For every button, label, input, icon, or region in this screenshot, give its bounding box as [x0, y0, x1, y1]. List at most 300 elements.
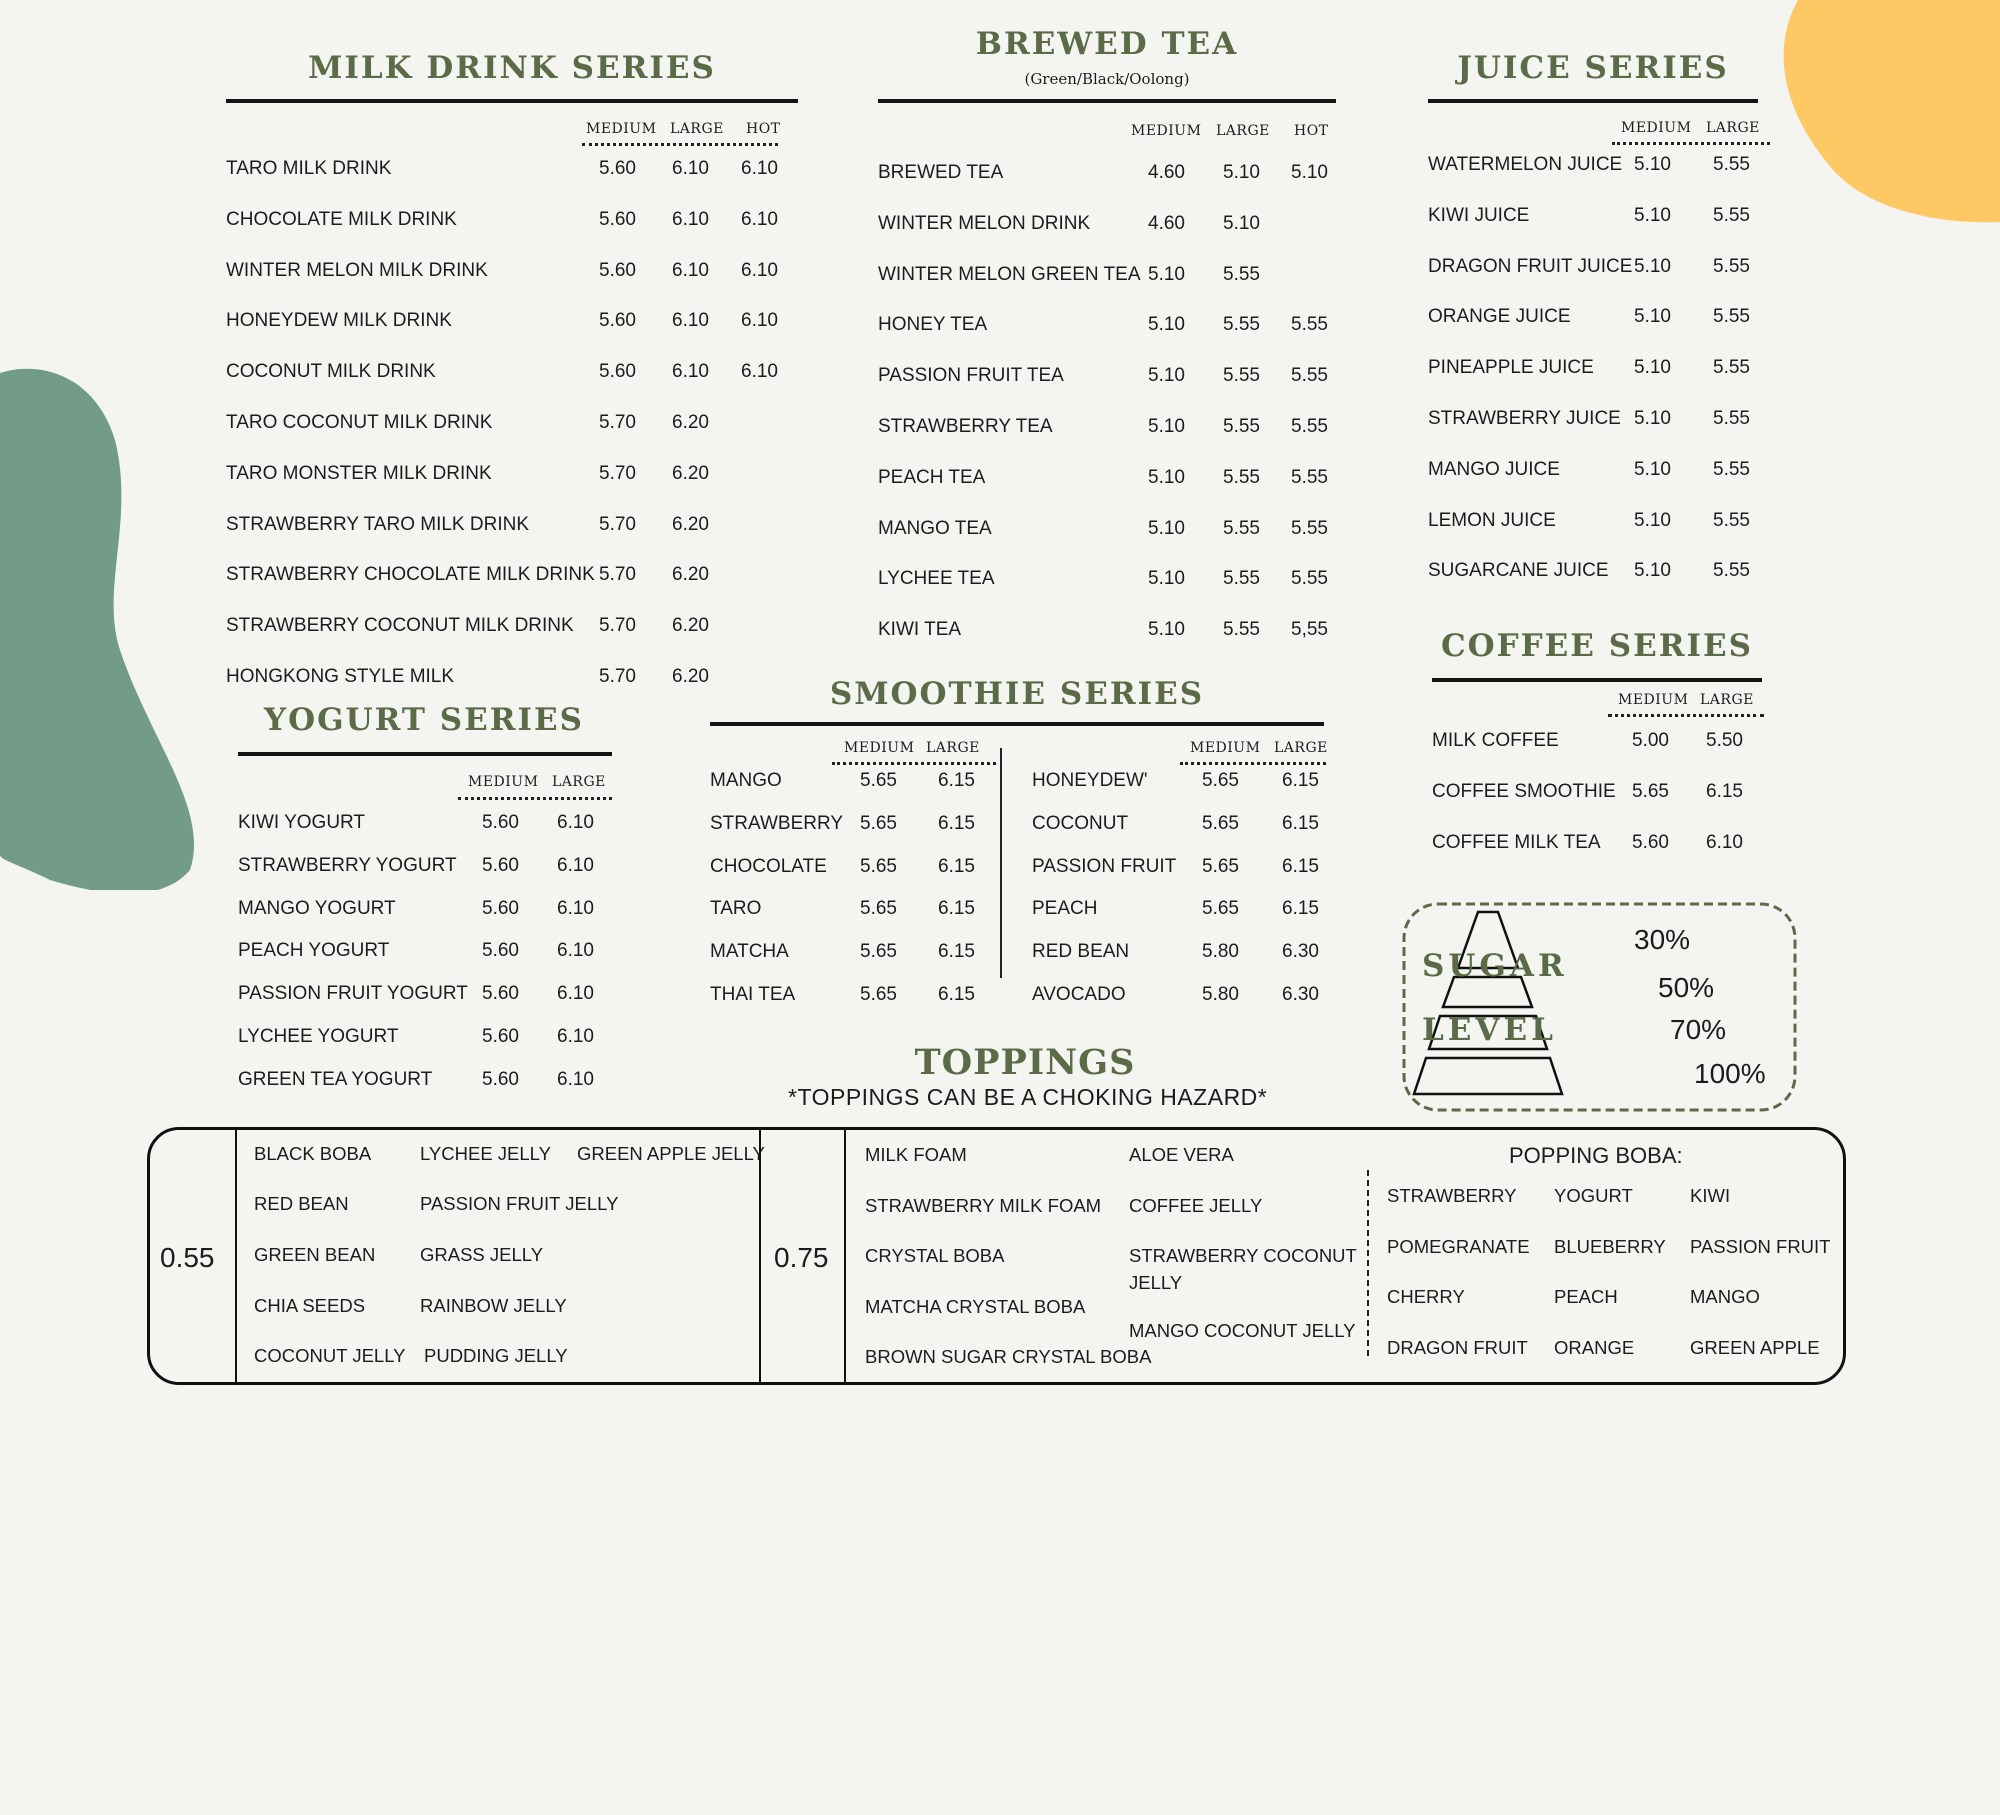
item-name: PINEAPPLE JUICE: [1428, 357, 1594, 379]
header-large-right: LARGE: [1274, 740, 1328, 756]
item-price: 5.10: [1148, 365, 1185, 387]
item-price: 5.10: [1223, 212, 1260, 234]
menu-item-row: [1428, 408, 1768, 438]
item-price: 5.60: [482, 1026, 519, 1047]
item-price: 6.10: [557, 812, 594, 833]
item-price: 4.60: [1148, 212, 1185, 234]
item-price: 5.55: [1713, 154, 1750, 175]
section-title: SMOOTHIE SERIES: [829, 676, 1205, 712]
menu-item-row: [1032, 984, 1332, 1014]
item-price: 5.60: [1632, 831, 1669, 853]
item-price: 5.55: [1713, 357, 1750, 379]
item-price: 5.55: [1713, 408, 1750, 429]
item-price: 5.60: [599, 361, 636, 383]
item-price: 5.65: [1202, 812, 1239, 834]
item-name: WINTER MELON MILK DRINK: [226, 259, 488, 281]
item-name: COFFEE SMOOTHIE: [1432, 780, 1616, 802]
item-price: 5.70: [599, 615, 636, 637]
topping-item: PASSION FRUIT JELLY: [420, 1193, 619, 1214]
item-price: 5.65: [860, 941, 897, 963]
item-name: PASSION FRUIT YOGURT: [238, 983, 468, 1005]
section-rule: [1428, 99, 1758, 103]
item-name: PASSION FRUIT: [1032, 855, 1177, 877]
menu-item-row: [1428, 306, 1768, 336]
header-dotted-line: [1612, 142, 1770, 145]
toppings-divider: [844, 1130, 846, 1382]
item-price: 5.65: [860, 812, 897, 834]
item-price: 5.10: [1634, 357, 1671, 379]
item-price: 6.20: [672, 513, 709, 535]
topping-item: RAINBOW JELLY: [420, 1295, 567, 1316]
section-rule: [238, 752, 612, 756]
item-price: 5.80: [1202, 984, 1239, 1005]
topping-item: MANGO COCONUT JELLY: [1129, 1320, 1356, 1341]
item-name: HONGKONG STYLE MILK: [226, 666, 455, 687]
yellow-blob-decoration: [1770, 0, 2000, 230]
toppings-title: TOPPINGS: [914, 1042, 1136, 1083]
item-name: TARO: [710, 898, 762, 920]
item-name: CHOCOLATE MILK DRINK: [226, 208, 457, 230]
topping-price-055: 0.55: [160, 1242, 215, 1273]
menu-item-row: [1432, 730, 1772, 760]
topping-item: PUDDING JELLY: [424, 1345, 568, 1366]
item-price: 5.10: [1634, 560, 1671, 582]
item-price: 5.55: [1713, 560, 1750, 582]
item-name: STRAWBERRY CHOCOLATE MILK DRINK: [226, 564, 595, 586]
item-price: 6.15: [938, 984, 975, 1005]
item-name: KIWI YOGURT: [238, 812, 366, 833]
item-price: 6.10: [741, 361, 778, 383]
topping-item: CRYSTAL BOBA: [865, 1245, 1005, 1266]
item-price: 5.55: [1223, 466, 1260, 488]
item-name: TARO MONSTER MILK DRINK: [226, 462, 492, 484]
menu-item-row: [1432, 781, 1772, 811]
item-price: 5.50: [1706, 730, 1743, 751]
item-name: STRAWBERRY COCONUT MILK DRINK: [226, 615, 574, 637]
item-price: 6.10: [557, 1068, 594, 1090]
topping-item: MATCHA CRYSTAL BOBA: [865, 1296, 1086, 1317]
item-price: 5.60: [482, 897, 519, 919]
item-name: COCONUT MILK DRINK: [226, 361, 436, 383]
item-price: 5.70: [599, 666, 636, 687]
item-price: 5.55: [1223, 365, 1260, 387]
item-name: STRAWBERRY YOGURT: [238, 854, 457, 876]
item-price: 6.15: [938, 898, 975, 920]
brewed-tea-section: [878, 26, 1336, 656]
header-large: LARGE: [1706, 120, 1760, 136]
item-price: 5.55: [1223, 619, 1260, 641]
menu-item-row: [1428, 560, 1768, 590]
item-price: 5.10: [1634, 204, 1671, 226]
item-name: MATCHA: [710, 941, 789, 963]
menu-item-row: [1428, 459, 1768, 489]
menu-item-row: [1428, 510, 1768, 540]
menu-item-row: [238, 1026, 618, 1056]
item-price: 5.10: [1634, 255, 1671, 277]
menu-item-row: [226, 615, 798, 645]
item-price: 5.65: [1202, 770, 1239, 791]
toppings-warning: *TOPPINGS CAN BE A CHOKING HAZARD*: [788, 1084, 1268, 1110]
item-price: 6.20: [672, 462, 709, 484]
item-price: 5.65: [1202, 898, 1239, 920]
item-name: STRAWBERRY TARO MILK DRINK: [226, 513, 529, 535]
topping-item: JELLY: [1129, 1272, 1183, 1293]
item-price: 5.10: [1148, 263, 1185, 285]
item-price: 5.10: [1148, 416, 1185, 437]
item-name: GREEN TEA YOGURT: [238, 1068, 433, 1090]
header-large: LARGE: [670, 121, 724, 137]
item-name: TARO MILK DRINK: [226, 158, 392, 179]
menu-item-row: [238, 983, 618, 1013]
item-name: PEACH YOGURT: [238, 940, 390, 962]
popping-boba-item: STRAWBERRY: [1387, 1185, 1517, 1206]
item-price: 6.10: [557, 897, 594, 919]
menu-item-row: [710, 984, 1010, 1014]
popping-boba-item: KIWI: [1690, 1185, 1731, 1206]
header-medium: MEDIUM: [1621, 120, 1692, 136]
menu-item-row: [1428, 357, 1768, 387]
item-price: 5.55: [1713, 204, 1750, 226]
header-medium: MEDIUM: [844, 740, 915, 756]
popping-boba-divider: [1367, 1170, 1369, 1356]
popping-boba-item: ORANGE: [1554, 1337, 1635, 1358]
popping-boba-item: BLUEBERRY: [1554, 1236, 1666, 1257]
item-price: 5.00: [1632, 730, 1669, 751]
menu-item-row: [878, 213, 1336, 243]
item-price: 5.65: [1632, 780, 1669, 802]
section-title: JUICE SERIES: [1457, 50, 1729, 86]
menu-item-row: [238, 898, 618, 928]
juice-section: [1428, 50, 1768, 590]
item-price: 5.10: [1148, 568, 1185, 590]
item-price: 5.55: [1223, 517, 1260, 539]
header-medium: MEDIUM: [586, 121, 657, 137]
menu-item-row: [226, 412, 798, 442]
item-price: 5.65: [860, 984, 897, 1005]
menu-item-row: [1032, 813, 1332, 843]
menu-item-row: [226, 361, 798, 391]
item-price: 6.10: [741, 208, 778, 230]
toppings-divider: [759, 1130, 761, 1382]
popping-boba-item: YOGURT: [1554, 1185, 1633, 1206]
header-dotted-line: [1608, 714, 1764, 717]
popping-boba-item: MANGO: [1690, 1286, 1760, 1307]
section-title: COFFEE SERIES: [1440, 628, 1754, 664]
toppings-box: [147, 1127, 1846, 1385]
menu-item-row: [226, 158, 798, 188]
section-title: YOGURT SERIES: [263, 702, 584, 738]
item-name: COFFEE MILK TEA: [1432, 831, 1601, 853]
item-price: 5.55: [1713, 306, 1750, 328]
item-price: 5.10: [1634, 408, 1671, 429]
topping-item: STRAWBERRY MILK FOAM: [865, 1195, 1102, 1216]
menu-item-row: [878, 162, 1336, 192]
item-name: TARO COCONUT MILK DRINK: [226, 412, 493, 433]
toppings-divider: [235, 1130, 237, 1382]
topping-item: BLACK BOBA: [254, 1143, 372, 1164]
item-price: 5,55: [1291, 619, 1328, 641]
menu-item-row: [226, 209, 798, 239]
item-name: PEACH TEA: [878, 466, 986, 488]
topping-item: STRAWBERRY COCONUT: [1129, 1245, 1357, 1266]
menu-item-row: [878, 314, 1336, 344]
section-subtitle: (Green/Black/Oolong): [1024, 70, 1190, 88]
item-price: 6.30: [1282, 941, 1319, 963]
topping-item: GREEN BEAN: [254, 1244, 376, 1265]
smoothie-section: [710, 674, 1330, 1044]
topping-item: CHIA SEEDS: [254, 1295, 366, 1316]
item-price: 6.10: [741, 310, 778, 332]
item-price: 5.10: [1291, 162, 1328, 183]
item-price: 6.20: [672, 564, 709, 586]
item-price: 5.60: [482, 983, 519, 1005]
item-price: 5.65: [860, 898, 897, 920]
item-price: 4.60: [1148, 162, 1185, 183]
item-price: 5.55: [1223, 416, 1260, 437]
item-price: 5.60: [599, 259, 636, 281]
item-price: 6.10: [741, 158, 778, 179]
item-name: LEMON JUICE: [1428, 509, 1556, 531]
item-price: 5.65: [860, 855, 897, 877]
menu-item-row: [226, 310, 798, 340]
item-name: HONEY TEA: [878, 314, 988, 336]
item-name: MANGO TEA: [878, 517, 992, 539]
item-price: 6.15: [1282, 898, 1319, 920]
item-name: STRAWBERRY: [710, 812, 844, 834]
item-name: PASSION FRUIT TEA: [878, 365, 1064, 387]
item-price: 6.15: [938, 812, 975, 834]
header-dotted-line: [582, 143, 778, 146]
item-price: 5.55: [1291, 416, 1328, 437]
item-name: HONEYDEW MILK DRINK: [226, 310, 452, 332]
topping-item: COFFEE JELLY: [1129, 1195, 1263, 1216]
menu-item-row: [878, 568, 1336, 598]
menu-item-row: [226, 463, 798, 493]
item-price: 5.60: [599, 208, 636, 230]
yogurt-section: [238, 702, 618, 1122]
topping-item: COCONUT JELLY: [254, 1345, 406, 1366]
menu-item-row: [710, 856, 1010, 886]
topping-item: ALOE VERA: [1129, 1144, 1234, 1165]
item-name: THAI TEA: [710, 984, 796, 1005]
item-price: 6.15: [938, 941, 975, 963]
item-name: DRAGON FRUIT JUICE: [1428, 255, 1633, 277]
menu-item-row: [710, 770, 1010, 800]
topping-item: LYCHEE JELLY: [420, 1143, 551, 1164]
item-price: 6.10: [557, 940, 594, 962]
header-large: LARGE: [1216, 123, 1270, 139]
item-price: 5.80: [1202, 941, 1239, 963]
popping-boba-item: GREEN APPLE: [1690, 1337, 1820, 1358]
item-price: 5.70: [599, 412, 636, 433]
item-price: 6.10: [672, 158, 709, 179]
item-price: 5.55: [1291, 517, 1328, 539]
item-price: 5.55: [1223, 568, 1260, 590]
item-name: KIWI TEA: [878, 619, 962, 641]
item-price: 5.60: [599, 310, 636, 332]
popping-boba-item: PEACH: [1554, 1286, 1618, 1307]
menu-item-row: [1032, 770, 1332, 800]
menu-item-row: [878, 365, 1336, 395]
header-medium: MEDIUM: [1618, 692, 1689, 708]
item-price: 6.20: [672, 615, 709, 637]
item-name: MANGO JUICE: [1428, 458, 1560, 480]
item-price: 6.10: [672, 361, 709, 383]
item-name: ORANGE JUICE: [1428, 306, 1571, 328]
item-name: MANGO YOGURT: [238, 897, 396, 919]
item-price: 6.10: [741, 259, 778, 281]
item-price: 5.10: [1148, 517, 1185, 539]
popping-boba-item: CHERRY: [1387, 1286, 1465, 1307]
topping-item: BROWN SUGAR CRYSTAL BOBA: [865, 1346, 1152, 1367]
topping-item: RED BEAN: [254, 1193, 349, 1214]
green-blob-decoration: [0, 360, 210, 890]
sugar-level-70: 70%: [1670, 1014, 1727, 1045]
item-price: 5.60: [482, 812, 519, 833]
item-price: 6.15: [1706, 780, 1743, 802]
menu-item-row: [238, 812, 618, 842]
item-price: 5.10: [1634, 509, 1671, 531]
item-price: 5.55: [1291, 466, 1328, 488]
sugar-level-100: 100%: [1694, 1058, 1766, 1089]
item-name: COCONUT: [1032, 812, 1129, 834]
topping-item: MILK FOAM: [865, 1144, 967, 1165]
item-price: 5.70: [599, 513, 636, 535]
item-name: WATERMELON JUICE: [1428, 154, 1623, 175]
menu-item-row: [878, 619, 1336, 649]
topping-price-075: 0.75: [774, 1242, 829, 1273]
item-price: 6.15: [1282, 855, 1319, 877]
topping-item: GRASS JELLY: [420, 1244, 544, 1265]
item-price: 6.15: [1282, 770, 1319, 791]
header-large: LARGE: [552, 774, 606, 790]
section-rule: [1432, 678, 1762, 682]
menu-item-row: [878, 416, 1336, 446]
item-name: WINTER MELON DRINK: [878, 212, 1091, 234]
section-rule: [226, 99, 798, 103]
menu-item-row: [710, 898, 1010, 928]
menu-item-row: [710, 813, 1010, 843]
item-price: 6.10: [672, 310, 709, 332]
coffee-section: [1432, 628, 1772, 858]
section-rule: [878, 99, 1336, 103]
sugar-pyramid-icon: [1414, 912, 1562, 1094]
item-price: 5.55: [1291, 365, 1328, 387]
header-medium-right: MEDIUM: [1190, 740, 1261, 756]
item-price: 5.10: [1148, 619, 1185, 641]
topping-item: GREEN APPLE JELLY: [577, 1143, 765, 1164]
item-price: 6.10: [557, 1026, 594, 1047]
item-price: 5.55: [1713, 255, 1750, 277]
item-price: 5.55: [1223, 314, 1260, 336]
item-name: LYCHEE TEA: [878, 568, 995, 590]
item-price: 6.20: [672, 412, 709, 433]
sugar-label: SUGAR: [1422, 948, 1568, 984]
item-name: KIWI JUICE: [1428, 204, 1530, 226]
menu-item-row: [238, 940, 618, 970]
item-name: SUGARCANE JUICE: [1428, 560, 1609, 582]
sugar-level-30: 30%: [1634, 924, 1691, 955]
item-name: CHOCOLATE: [710, 855, 827, 877]
item-price: 6.10: [672, 259, 709, 281]
level-label: LEVEL: [1422, 1012, 1557, 1048]
item-price: 5.65: [1202, 855, 1239, 877]
popping-boba-item: POMEGRANATE: [1387, 1236, 1530, 1257]
header-hot: HOT: [1294, 123, 1329, 139]
item-name: STRAWBERRY JUICE: [1428, 408, 1621, 429]
item-name: LYCHEE YOGURT: [238, 1026, 399, 1047]
item-price: 5.10: [1148, 466, 1185, 488]
item-price: 5.55: [1223, 263, 1260, 285]
menu-item-row: [878, 467, 1336, 497]
item-price: 6.10: [672, 208, 709, 230]
item-price: 5.10: [1634, 458, 1671, 480]
item-name: WINTER MELON GREEN TEA: [878, 263, 1141, 285]
header-dotted-line: [458, 797, 612, 800]
item-name: MILK COFFEE: [1432, 730, 1559, 751]
popping-boba-item: PASSION FRUIT: [1690, 1236, 1831, 1257]
menu-item-row: [1032, 856, 1332, 886]
item-price: 6.10: [557, 854, 594, 876]
menu-item-row: [238, 855, 618, 885]
item-price: 5.55: [1713, 509, 1750, 531]
menu-item-row: [226, 514, 798, 544]
header-medium: MEDIUM: [468, 774, 539, 790]
item-name: RED BEAN: [1032, 941, 1130, 963]
menu-item-row: [1428, 154, 1768, 184]
item-price: 5.55: [1291, 314, 1328, 336]
item-price: 5.60: [599, 158, 636, 179]
item-price: 6.10: [557, 983, 594, 1005]
item-name: PEACH: [1032, 898, 1098, 920]
item-name: HONEYDEW': [1032, 770, 1148, 791]
item-name: BREWED TEA: [878, 162, 1004, 183]
item-price: 5.70: [599, 462, 636, 484]
menu-item-row: [1032, 898, 1332, 928]
item-price: 5.55: [1291, 568, 1328, 590]
item-price: 5.10: [1634, 154, 1671, 175]
section-title: BREWED TEA: [975, 26, 1239, 62]
section-title: MILK DRINK SERIES: [308, 50, 716, 86]
menu-item-row: [878, 518, 1336, 548]
item-price: 6.10: [1706, 831, 1743, 853]
item-price: 5.60: [482, 854, 519, 876]
menu-item-row: [878, 264, 1336, 294]
header-medium: MEDIUM: [1131, 123, 1202, 139]
popping-boba-item: DRAGON FRUIT: [1387, 1337, 1528, 1358]
sugar-level-panel: [1402, 902, 1797, 1112]
item-price: 6.15: [1282, 812, 1319, 834]
popping-boba-title: POPPING BOBA:: [1509, 1143, 1683, 1168]
item-price: 5.10: [1223, 162, 1260, 183]
menu-item-row: [238, 1069, 618, 1099]
item-price: 5.10: [1148, 314, 1185, 336]
item-price: 6.30: [1282, 984, 1319, 1005]
milk-drink-section: [226, 50, 798, 690]
menu-item-row: [226, 260, 798, 290]
menu-item-row: [1428, 205, 1768, 235]
menu-item-row: [710, 941, 1010, 971]
header-hot: HOT: [746, 121, 781, 137]
item-name: STRAWBERRY TEA: [878, 416, 1053, 437]
item-price: 6.15: [938, 770, 975, 791]
menu-item-row: [1032, 941, 1332, 971]
item-price: 5.70: [599, 564, 636, 586]
item-price: 6.20: [672, 666, 709, 687]
item-price: 5.60: [482, 940, 519, 962]
header-large: LARGE: [926, 740, 980, 756]
sugar-level-50: 50%: [1658, 972, 1715, 1003]
